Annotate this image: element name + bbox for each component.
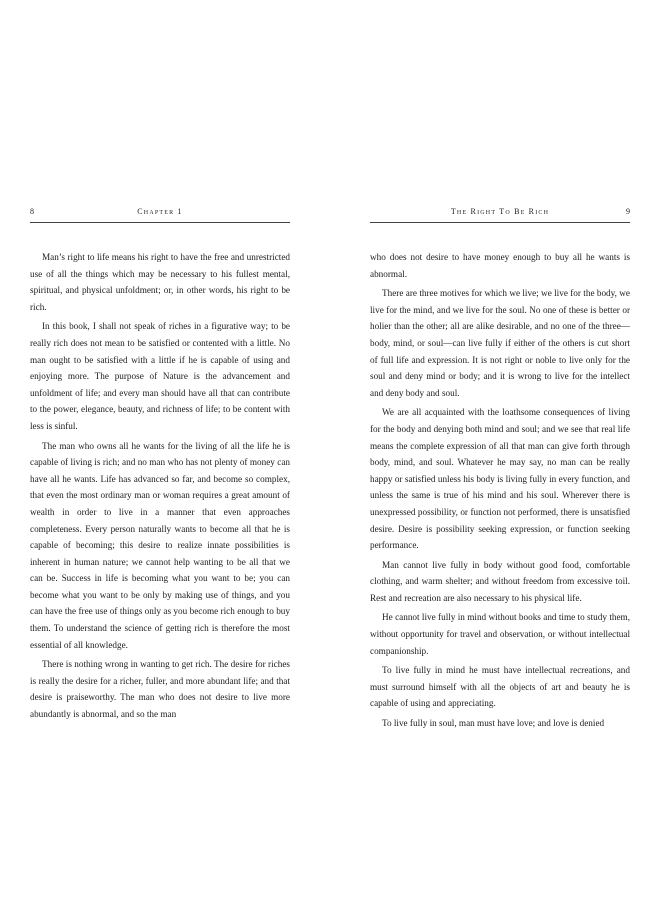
right-page <box>370 206 630 735</box>
left-page-header <box>30 206 290 220</box>
paragraph: To live fully in mind he must have intellectual recreations, and must surround himself with all the objects of art and beauty he is capable of using and appreciating. <box>370 665 630 709</box>
paragraph: There are three motives for which we live; we live for the body, we live for the mind, and we live for the soul. No one of these is better or holier than the other; all are alike desirable, and no one of the three—body, mind, or soul—can live fully if either of the others is cut short of full life and expression. It is not right or noble to live only for the soul and deny mind or body; and it is wrong to live for the intellect and deny body and soul. <box>370 288 630 398</box>
paragraph: The man who owns all he wants for the living of all the life he is capable of living is rich; and no man who has not plenty of money can have all he wants. Life has advanced so far, and become so complex, that even the most ordinary man or woman requires a great amount of wealth in order to live in a manner that even approaches completeness. Every person naturally wants to become all that he is capable of becoming; this desire to realize innate possibilities is inherent in human nature; we cannot help wanting to be all that we can be. Success in life is becoming what you want to be; you can become what you want to be only by making use of things, and you can have the free use of things only as you become rich enough to buy them. To understand the science of getting rich is therefore the most essential of all knowledge. <box>30 440 290 650</box>
right-page-number: 9 <box>626 207 630 216</box>
left-page <box>30 206 290 726</box>
right-running-head: The Right To Be Rich <box>450 207 550 216</box>
paragraph: Man cannot live fully in body without good food, comfortable clothing, and warm shelter; and without freedom from excessive toil. Rest and recreation are also necessary to his physical life. <box>370 559 630 603</box>
paragraph: Man’s right to life means his right to have the free and unrestricted use of all the things which may be necessary to his fullest mental, spiritual, and physical unfoldment; or, in other words, his right to be rich. <box>30 252 290 312</box>
paragraph: There is nothing wrong in wanting to get rich. The desire for riches is really the desire for a richer, fuller, and more abundant life; and that desire is praiseworthy. The man who does not desire to live more abundantly is abnormal, and so the man <box>30 659 290 720</box>
paragraph: To live fully in soul, man must have love; and love is denied <box>382 718 605 729</box>
right-header-rule <box>370 222 630 223</box>
left-page-number: 8 <box>30 207 34 216</box>
paragraph: We are all acquainted with the loathsome consequences of living for the body and denying both mind and soul; and we see that real life means the complete expression of all that man can give forth through body, mind, and soul. Whatever he may say, no man can be really happy or satisfied unless his body is living fully in every function, and unless the same is true of his mind and his soul. Wherever there is unexpressed possibility, or function not performed, there is unsatisfied desire. Desire is possibility seeking expression, or function seeking performance. <box>370 407 630 551</box>
left-page-body <box>30 249 290 723</box>
paragraph: In this book, I shall not speak of riches in a figurative way; to be really rich does not mean to be satisfied or contented with a little. No man ought to be satisfied with a little if he is capable of using and enjoying more. The purpose of Nature is the advancement and unfoldment of life; and every man should have all that can contribute to the power, elegance, beauty, and richness of life; to be content with less is sinful. <box>30 321 290 431</box>
left-header-rule <box>30 222 290 223</box>
left-running-head: Chapter 1 <box>137 207 183 216</box>
right-page-body <box>370 249 630 732</box>
paragraph: He cannot live fully in mind without books and time to study them, without opportunity for travel and observation, or without intellectual companionship. <box>370 612 630 656</box>
paragraph: who does not desire to have money enough to buy all he wants is abnormal. <box>370 252 630 279</box>
right-page-header <box>370 206 630 220</box>
